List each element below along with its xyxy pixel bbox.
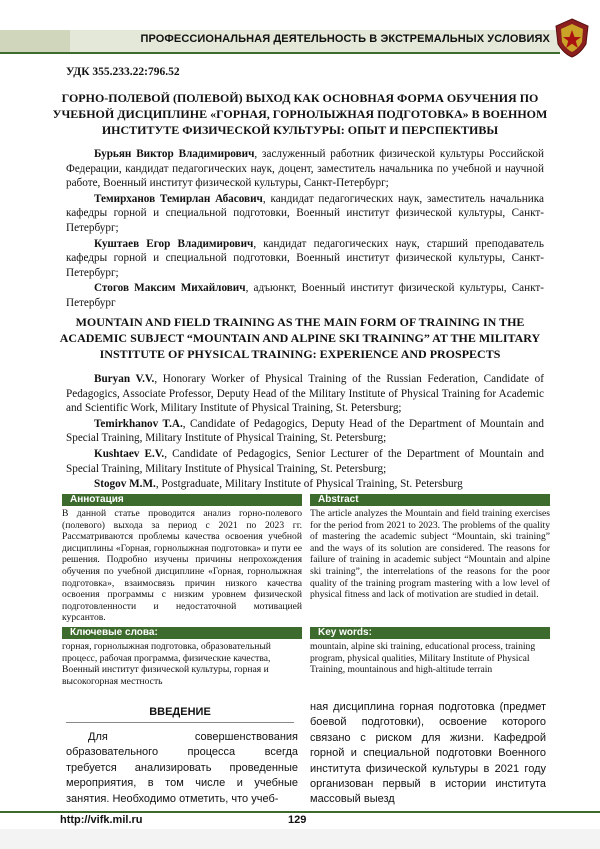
udk-code: УДК 355.233.22:796.52	[66, 66, 180, 78]
author-affiliation: , Candidate of Pedagogics, Senior Lecturer of the Department of Mountain and Special Training, Military Institute of Physical Training, St. Petersburg;	[66, 447, 544, 475]
footer-band	[0, 829, 600, 849]
article-title-en: MOUNTAIN AND FIELD TRAINING AS THE MAIN FORM OF TRAINING IN THE ACADEMIC SUBJECT “MOUNTAIN AND ALPINE SKI TRAINING” AT THE MILITARY INSTITUTE OF PHYSICAL TRAINING: EXPERIENCE AND PROSPECTS	[59, 315, 541, 361]
keywords-en-heading: Key words:	[310, 627, 550, 639]
author-name: Бурьян Виктор Владимирович	[94, 148, 255, 160]
author-name: Kushtaev E.V.	[94, 447, 165, 460]
section-heading-rule	[66, 722, 294, 723]
header-accent-block	[0, 30, 70, 52]
author-en-4	[66, 477, 544, 492]
journal-section-title: ПРОФЕССИОНАЛЬНАЯ ДЕЯТЕЛЬНОСТЬ В ЭКСТРЕМАЛЬНЫХ УСЛОВИЯХ	[140, 33, 550, 45]
keywords-ru-heading: Ключевые слова:	[62, 627, 302, 639]
author-name: Stogov M.M.	[94, 478, 156, 491]
body-column-right: ная дисциплина горная подготовка (предмет боевой подготовки), освоение которого связано с риском для жизни. Кафедрой горной и специальной подготовки Военного института физической культуры в 2021 году организован первый в истории института массовый выезд	[310, 701, 546, 806]
author-ru-1	[66, 147, 544, 191]
authors-ru	[66, 147, 544, 312]
author-en-3	[66, 447, 544, 476]
footer-url: http://vifk.mil.ru	[60, 814, 143, 826]
abstract-ru-heading: Аннотация	[62, 494, 302, 506]
author-name: Стогов Максим Михайлович	[94, 282, 246, 295]
author-affiliation: , Postgraduate, Military Institute of Physical Training, St. Petersburg	[155, 478, 463, 491]
author-affiliation: , кандидат педагогических наук, заместитель начальника кафедры горной и специальной подготовки, Военный институт физической культуры, Санкт-Петербург;	[66, 192, 544, 234]
military-emblem-icon	[554, 18, 590, 58]
author-ru-4	[66, 281, 544, 310]
author-ru-3	[66, 237, 544, 281]
keywords-ru-text: горная, горнолыжная подготовка, образовательный процесс, рабочая программа, физические качества, Военный институт физической культуры, горная и высокогорная местность	[62, 641, 271, 687]
body-column-left: Для совершенствования образовательного процесса всегда требуется анализировать проведенные мероприятия, в том числе и учебные занятия. Необходимо отметить, что учеб-	[66, 731, 298, 805]
section-heading-intro: ВВЕДЕНИЕ	[149, 706, 211, 718]
author-name: Темирханов Темирлан Абасович	[94, 192, 263, 205]
author-name: Temirkhanov T.A.	[94, 417, 183, 430]
author-affiliation: , Honorary Worker of Physical Training of the Russian Federation, Candidate of Pedagogics, Associate Professor, Deputy Head of the Military Institute of Physical Training for Academic and Scientific Work, Military Institute of Physical Training, St. Petersburg;	[66, 373, 544, 415]
footer-rule	[0, 811, 600, 813]
author-affiliation: , адъюнкт, Военный институт физической культуры, Санкт-Петербург	[66, 282, 545, 309]
abstract-en-text: The article analyzes the Mountain and field training exercises for the period from 2021 to 2023. The problems of the quality of mastering the academic subject “Mountain, ski training” and the ways of its solution are considered. The reasons for failure of training in academic subject “Mountain and alpine ski training”, the interrelations of the reasons for the poor quality of the training program mastering with a low level of physical fitness and lack of motivation are studied in detail.	[310, 508, 550, 601]
author-name: Куштаев Егор Владимирович	[94, 237, 254, 250]
authors-en	[66, 372, 544, 493]
header-rule	[0, 52, 560, 54]
author-en-1	[66, 372, 544, 416]
author-affiliation: , заслуженный работник физической культуры Российской Федерации, кандидат педагогических наук, доцент, заместитель начальника по учебной и научной работе, Военный институт физической культуры, Санкт-Петербург;	[66, 148, 544, 190]
keywords-en-text: mountain, alpine ski training, educational process, training program, physical qualities, Military Institute of Physical Training, mountainous and high-altitude terrain	[310, 641, 536, 676]
author-en-2	[66, 417, 544, 446]
page-number: 129	[288, 814, 307, 826]
abstract-en-heading: Abstract	[310, 494, 550, 506]
author-affiliation: , кандидат педагогических наук, старший преподаватель кафедры горной и специальной подготовки, Военный институт физической культуры, Санкт-Петербург;	[66, 237, 544, 279]
author-ru-2	[66, 192, 544, 236]
author-name: Buryan V.V.	[94, 373, 155, 385]
abstract-ru-text: В данной статье проводится анализ горно-полевого (полевого) выхода за период с 2021 по 2023 гг. Рассматриваются проблемы качества освоения учебной дисциплины «Горная, горнолыжная подготовка» и пути ее решения. Подробно изучены причины непрохождения обучения по учебной дисциплине «Горная, горнолыжная подготовка», взаимосвязь причин низкого качества освоения программы с низким уровнем физической подготовленности и недостаточной мотивацией курсантов.	[62, 508, 302, 624]
article-title-ru: ГОРНО-ПОЛЕВОЙ (ПОЛЕВОЙ) ВЫХОД КАК ОСНОВНАЯ ФОРМА ОБУЧЕНИЯ ПО УЧЕБНОЙ ДИСЦИПЛИНЕ «ГОРНАЯ, ГОРНОЛЫЖНАЯ ПОДГОТОВКА» В ВОЕННОМ ИНСТИТУТЕ ФИЗИЧЕСКОЙ КУЛЬТУРЫ: ОПЫТ И ПЕРСПЕКТИВЫ	[52, 91, 548, 137]
author-affiliation: , Candidate of Pedagogics, Deputy Head of the Department of Mountain and Special Training, Military Institute of Physical Training, St. Petersburg;	[66, 417, 544, 445]
